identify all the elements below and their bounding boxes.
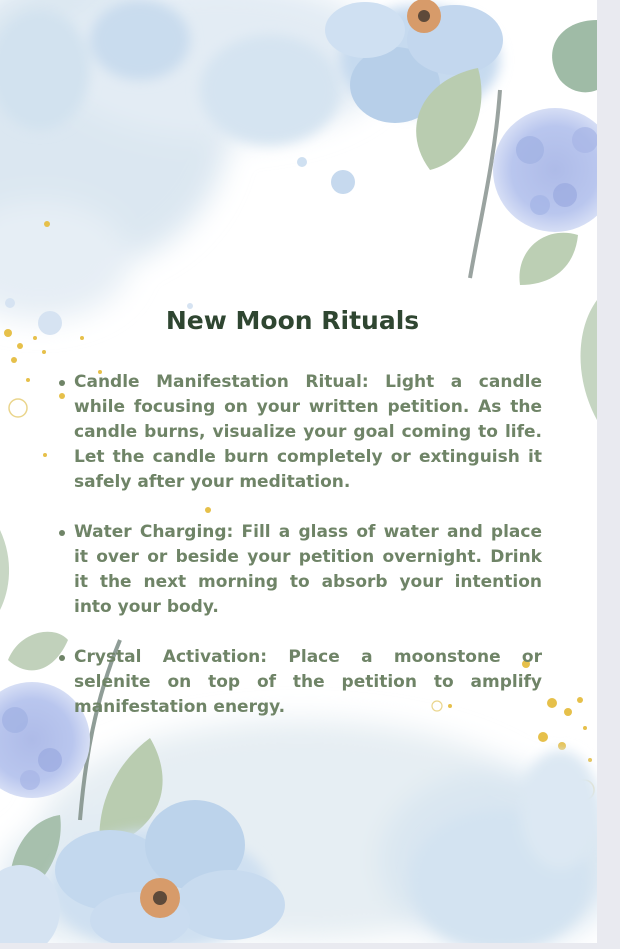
ritual-item-crystal: Crystal Activation: Place a moonstone or selenite on top of the petition to amplify manifestation energy. bbox=[74, 645, 542, 720]
ritual-item-water: Water Charging: Fill a glass of water and place it over or beside your petition overnight. Drink it the next morning to absorb your intention into your body. bbox=[74, 520, 542, 620]
viewer-margin-bottom bbox=[0, 943, 620, 949]
viewer-margin-right bbox=[597, 0, 620, 949]
ritual-item-candle: Candle Manifestation Ritual: Light a candle while focusing on your written petition. As the candle burns, visualize your goal coming to life. Let the candle burn completely or extinguish it safely after your meditation. bbox=[74, 370, 542, 495]
ritual-list bbox=[74, 370, 542, 745]
hydrangea-top-right bbox=[493, 108, 597, 232]
page-title: New Moon Rituals bbox=[165, 306, 420, 335]
leaf-left-edge bbox=[0, 530, 9, 610]
gold-ring-left bbox=[9, 399, 27, 417]
